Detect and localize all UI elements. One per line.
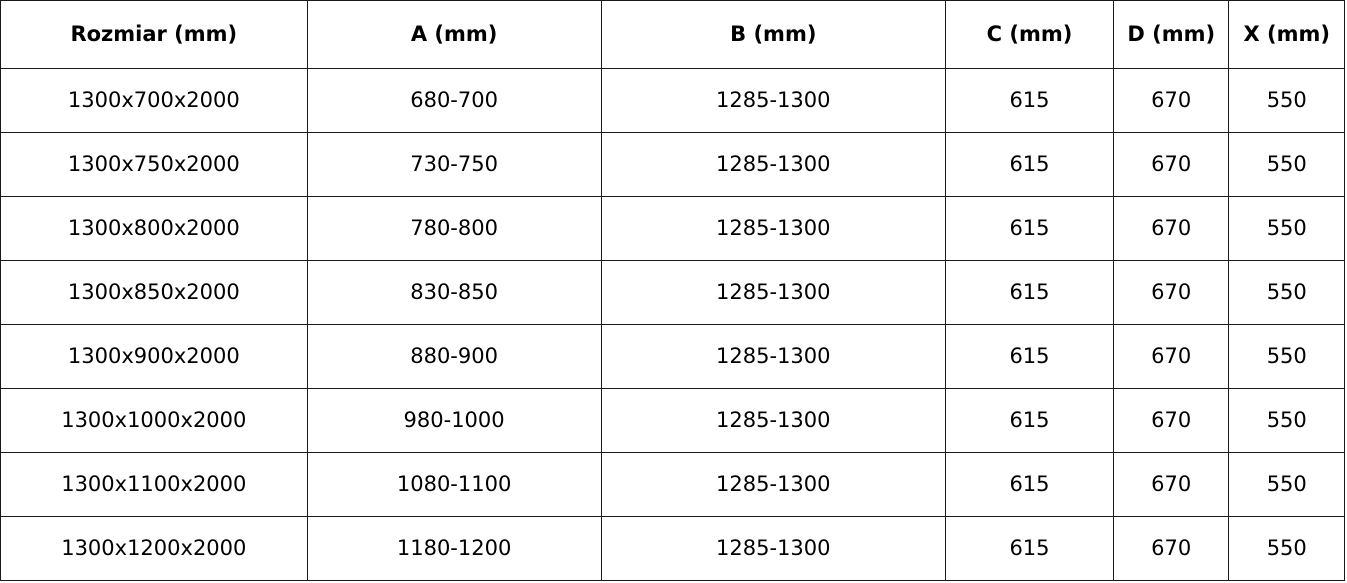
cell-x: 550 xyxy=(1229,389,1345,453)
cell-b: 1285-1300 xyxy=(601,325,945,389)
cell-c: 615 xyxy=(945,133,1113,197)
cell-x: 550 xyxy=(1229,133,1345,197)
cell-d: 670 xyxy=(1113,197,1228,261)
cell-d: 670 xyxy=(1113,453,1228,517)
cell-rozmiar: 1300x800x2000 xyxy=(1,197,308,261)
cell-d: 670 xyxy=(1113,133,1228,197)
cell-a: 730-750 xyxy=(307,133,601,197)
cell-b: 1285-1300 xyxy=(601,453,945,517)
table-header xyxy=(1,1,1345,69)
cell-a: 780-800 xyxy=(307,197,601,261)
cell-rozmiar: 1300x1000x2000 xyxy=(1,389,308,453)
table-body xyxy=(1,69,1345,581)
cell-d: 670 xyxy=(1113,389,1228,453)
cell-a: 1080-1100 xyxy=(307,453,601,517)
cell-rozmiar: 1300x1200x2000 xyxy=(1,517,308,581)
cell-d: 670 xyxy=(1113,261,1228,325)
cell-b: 1285-1300 xyxy=(601,69,945,133)
cell-x: 550 xyxy=(1229,517,1345,581)
column-header-c: C (mm) xyxy=(945,1,1113,69)
cell-c: 615 xyxy=(945,197,1113,261)
table-row xyxy=(1,325,1345,389)
table-row xyxy=(1,69,1345,133)
cell-b: 1285-1300 xyxy=(601,133,945,197)
cell-a: 880-900 xyxy=(307,325,601,389)
cell-b: 1285-1300 xyxy=(601,261,945,325)
table-row xyxy=(1,453,1345,517)
cell-rozmiar: 1300x700x2000 xyxy=(1,69,308,133)
column-header-b: B (mm) xyxy=(601,1,945,69)
cell-x: 550 xyxy=(1229,261,1345,325)
column-header-x: X (mm) xyxy=(1229,1,1345,69)
cell-rozmiar: 1300x1100x2000 xyxy=(1,453,308,517)
cell-c: 615 xyxy=(945,69,1113,133)
cell-rozmiar: 1300x850x2000 xyxy=(1,261,308,325)
column-header-a: A (mm) xyxy=(307,1,601,69)
cell-c: 615 xyxy=(945,517,1113,581)
cell-b: 1285-1300 xyxy=(601,517,945,581)
table-row xyxy=(1,133,1345,197)
cell-b: 1285-1300 xyxy=(601,389,945,453)
cell-c: 615 xyxy=(945,325,1113,389)
cell-a: 980-1000 xyxy=(307,389,601,453)
cell-x: 550 xyxy=(1229,69,1345,133)
table-row xyxy=(1,389,1345,453)
cell-c: 615 xyxy=(945,261,1113,325)
cell-a: 680-700 xyxy=(307,69,601,133)
cell-c: 615 xyxy=(945,453,1113,517)
cell-a: 1180-1200 xyxy=(307,517,601,581)
column-header-d: D (mm) xyxy=(1113,1,1228,69)
cell-x: 550 xyxy=(1229,325,1345,389)
cell-x: 550 xyxy=(1229,197,1345,261)
table-row xyxy=(1,517,1345,581)
cell-c: 615 xyxy=(945,389,1113,453)
cell-b: 1285-1300 xyxy=(601,197,945,261)
cell-x: 550 xyxy=(1229,453,1345,517)
table-row xyxy=(1,261,1345,325)
cell-a: 830-850 xyxy=(307,261,601,325)
cell-rozmiar: 1300x750x2000 xyxy=(1,133,308,197)
table-header-row xyxy=(1,1,1345,69)
table-row xyxy=(1,197,1345,261)
cell-d: 670 xyxy=(1113,517,1228,581)
cell-d: 670 xyxy=(1113,69,1228,133)
column-header-rozmiar: Rozmiar (mm) xyxy=(1,1,308,69)
cell-rozmiar: 1300x900x2000 xyxy=(1,325,308,389)
cell-d: 670 xyxy=(1113,325,1228,389)
